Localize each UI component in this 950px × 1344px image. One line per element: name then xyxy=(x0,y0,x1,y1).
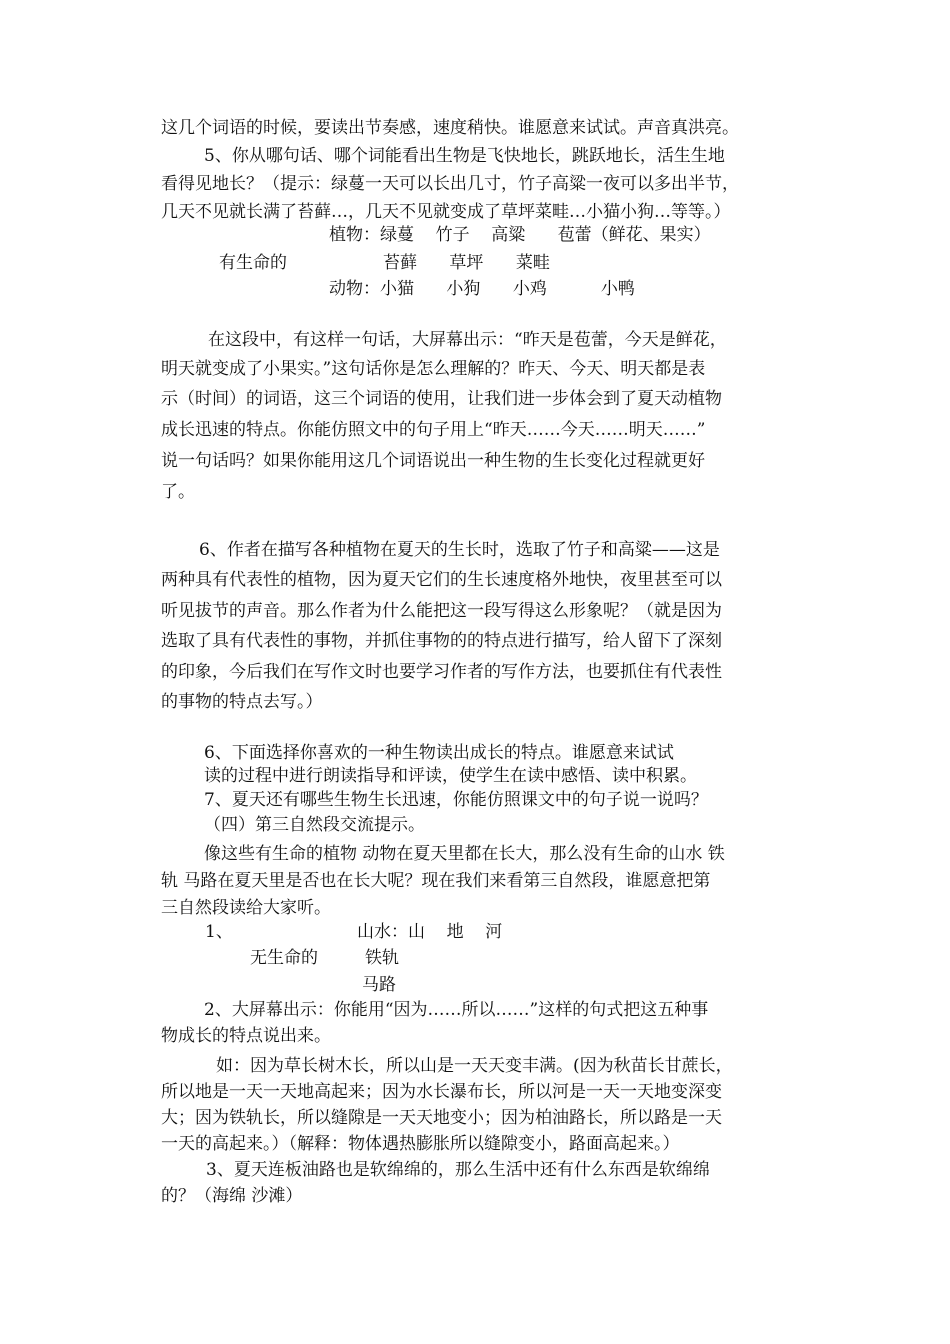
text-line: 的事物的特点去写。） xyxy=(161,692,323,712)
text-line: 物成长的特点说出来。 xyxy=(161,1026,331,1046)
text-line: 6、作者在描写各种植物在夏天的生长时，选取了竹子和高粱——这是 xyxy=(199,540,720,560)
text-line: 3、夏天连板油路也是软绵绵的，那么生活中还有什么东西是软绵绵 xyxy=(206,1160,710,1180)
text-line: 动物：小猫 小狗 小鸡 小鸭 xyxy=(329,279,635,299)
text-line: 两种具有代表性的植物，因为夏天它们的生长速度格外地快，夜里甚至可以 xyxy=(161,570,722,590)
text-line: 的？（海绵 沙滩） xyxy=(161,1186,303,1206)
text-line: 6、下面选择你喜欢的一种生物读出成长的特点。谁愿意来试试 xyxy=(204,743,674,763)
text-line: 选取了具有代表性的事物，并抓住事物的的特点进行描写，给人留下了深刻 xyxy=(161,631,722,651)
text-line: 几天不见就长满了苔藓…，几天不见就变成了草坪菜畦…小猫小狗…等等。） xyxy=(161,202,731,222)
text-line: 说一句话吗？如果你能用这几个词语说出一种生物的生长变化过程就更好 xyxy=(161,451,705,471)
text-line: 明天就变成了小果实。”这句话你是怎么理解的？昨天、今天、明天都是表 xyxy=(161,359,706,379)
text-line: 的印象，今后我们在写作文时也要学习作者的写作方法，也要抓住有代表性 xyxy=(161,662,722,682)
text-line: 有生命的 xyxy=(219,253,287,273)
text-line: 5、你从哪句话、哪个词能看出生物是飞快地长，跳跃地长，活生生地 xyxy=(204,146,725,166)
text-line: 7、夏天还有哪些生物生长迅速，你能仿照课文中的句子说一说吗？ xyxy=(204,790,708,810)
text-line: 了。 xyxy=(161,482,195,502)
text-line: 听见拔节的声音。那么作者为什么能把这一段写得这么形象呢？（就是因为 xyxy=(161,601,722,621)
text-line: 铁轨 xyxy=(365,948,399,968)
text-line: 无生命的 xyxy=(250,948,318,968)
text-line: 1、 xyxy=(205,922,233,942)
text-line: 像这些有生命的植物 动物在夏天里都在长大，那么没有生命的山水 铁 xyxy=(204,844,725,864)
text-line: 三自然段读给大家听。 xyxy=(161,898,331,918)
text-line: 示（时间）的词语，这三个词语的使用，让我们进一步体会到了夏天动植物 xyxy=(161,389,722,409)
text-line: 苔藓 草坪 菜畦 xyxy=(383,253,550,273)
text-line: 马路 xyxy=(362,975,396,995)
text-line: 大；因为铁轨长，所以缝隙是一天天地变小；因为柏油路长，所以路是一天 xyxy=(161,1108,722,1128)
text-line: 成长迅速的特点。你能仿照文中的句子用上“昨天……今天……明天……” xyxy=(161,420,706,440)
text-line: （四）第三自然段交流提示。 xyxy=(204,815,425,835)
text-line: 如：因为草长树木长，所以山是一天天变丰满。(因为秋苗长甘蔗长， xyxy=(216,1056,733,1076)
text-line: 一天的高起来。）（解释：物体遇热膨胀所以缝隙变小，路面高起来。） xyxy=(161,1134,680,1154)
text-line: 这几个词语的时候，要读出节奏感，速度稍快。谁愿意来试试。声音真洪亮。 xyxy=(161,118,739,138)
text-line: 2、大屏幕出示：你能用“因为……所以……”这样的句式把这五种事 xyxy=(204,1000,709,1020)
text-line: 植物：绿蔓 竹子 高粱 苞蕾（鲜花、果实） xyxy=(329,225,711,245)
text-line: 所以地是一天一天地高起来；因为水长瀑布长，所以河是一天一天地变深变 xyxy=(161,1082,722,1102)
text-line: 在这段中，有这样一句话，大屏幕出示：“昨天是苞蕾，今天是鲜花， xyxy=(208,330,727,350)
text-line: 山水：山 地 河 xyxy=(357,922,503,942)
text-line: 轨 马路在夏天里是否也在长大呢？现在我们来看第三自然段，谁愿意把第 xyxy=(161,871,711,891)
text-line: 读的过程中进行朗读指导和评读，使学生在读中感悟、读中积累。 xyxy=(204,766,697,786)
text-line: 看得见地长？（提示：绿蔓一天可以长出几寸，竹子高粱一夜可以多出半节， xyxy=(161,174,739,194)
